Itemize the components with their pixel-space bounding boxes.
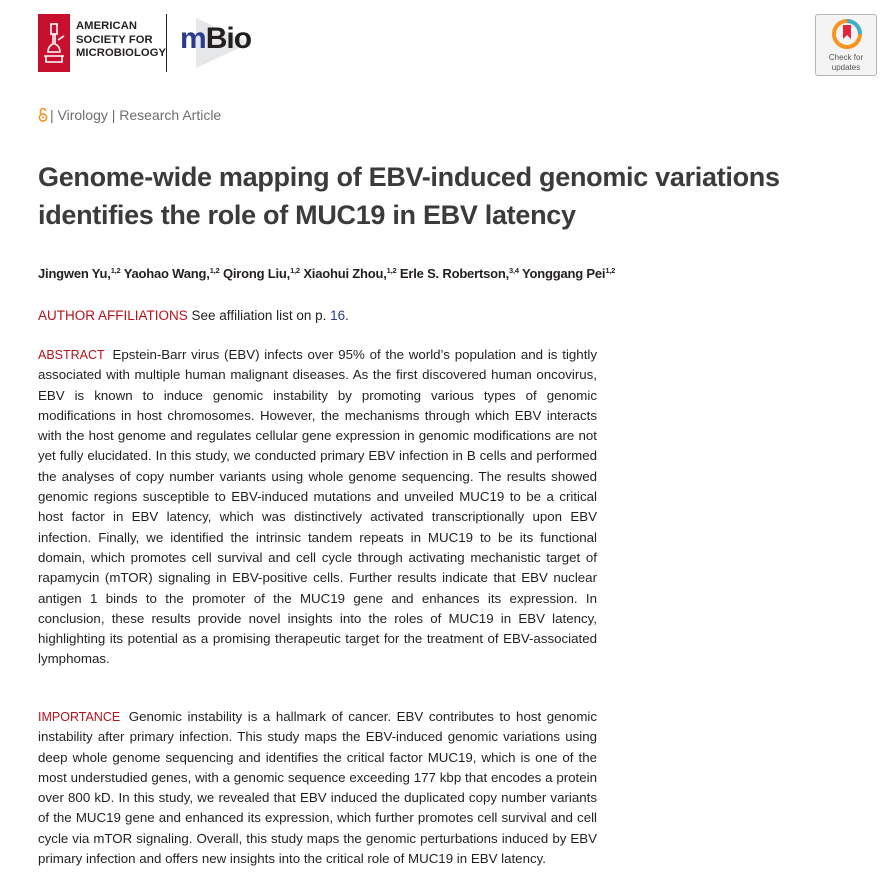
category-separator: |: [50, 107, 54, 123]
article-title: Genome-wide mapping of EBV-induced genomic variations identifies the role of MUC19 in EBV latency: [38, 162, 780, 230]
journal-header: [38, 14, 878, 72]
importance-text: Genomic instability is a hallmark of cancer. EBV contributes to host genomic instability after primary infection. This study maps the EBV-induced genomic variations using deep whole genome sequencing and identifies the critical factor MUC19, which is one of the most understudied genes, with a genomic sequence exceeding 177 kbp that encodes a protein over 800 kD. In this study, we revealed that EBV induced the duplicated copy number variants of the MUC19 gene and enhanced its expression, which further promotes cell survival and cell cycle via mTOR signaling. Overall, this study maps the genomic perturbations induced by EBV primary infection and offers new insights into the critical role of MUC19 in EBV latency.: [38, 709, 597, 867]
article-type: Research Article: [119, 107, 222, 123]
author[interactable]: Yonggang Pei$^{1,2}$: [522, 266, 616, 281]
asm-logo-icon[interactable]: [38, 14, 70, 72]
abstract-label: ABSTRACT: [38, 348, 105, 362]
mbio-m: m: [180, 22, 206, 55]
mbio-bio: Bio: [205, 22, 252, 55]
affiliations-label: AUTHOR AFFILIATIONS: [38, 308, 188, 323]
author[interactable]: Jingwen Yu,$^{1,2}$: [38, 266, 121, 281]
check-for-updates-label: Check for updates: [828, 53, 864, 72]
affiliations-text: See affiliation list on p.: [191, 308, 327, 323]
abstract-section: [38, 345, 597, 670]
author-affiliations: AUTHOR AFFILIATIONS See affiliation list on p. 16.: [38, 308, 349, 323]
importance-label: IMPORTANCE: [38, 710, 121, 724]
article-category: [38, 106, 221, 124]
author[interactable]: Erle S. Robertson,$^{3,4}$: [399, 266, 519, 281]
importance-section: [38, 707, 597, 869]
abstract-text: Epstein-Barr virus (EBV) infects over 95% of the world’s population and is tightly associated with multiple human malignant diseases. As the first discovered human oncovirus, EBV is known to induce genomic instability by promoting various types of genomic modifications in host chromosomes. However, the mechanisms through which EBV interacts with the host genome and regulates cellular gene expression in genomic modifications are not yet fully elucidated. In this study, we conducted primary EBV infection in B cells and performed the analyses of copy number variants using whole genome sequencing. The results showed genomic regions susceptible to EBV-induced mutations and unveiled MUC19 to be a critical host factor in EBV latency, which was distinctively activated transcriptionally upon EBV infection. Finally, we identified the intrinsic tandem repeats in MUC19 to be its functional domain, which promotes cell survival and cell cycle through activating mechanistic target of rapamycin (mTOR) signaling in EBV-positive cells. Further results indicate that EBV nuclear antigen 1 binds to the promoter of the MUC19 gene and enhances its expression. In conclusion, these results provide novel insights into the roles of MUC19 in EBV latency, highlighting its potential as a promising therapeutic target for the treatment of EBV-associated lymphomas.: [38, 347, 597, 667]
category-separator: |: [111, 107, 116, 123]
logo-divider: [166, 14, 167, 72]
crossmark-icon: [832, 19, 862, 51]
author-list: [38, 265, 818, 283]
mbio-logo[interactable]: [178, 16, 268, 70]
affiliations-page-link[interactable]: 16: [330, 308, 346, 323]
author[interactable]: Qirong Liu,$^{1,2}$: [222, 266, 300, 281]
author[interactable]: Xiaohui Zhou,$^{1,2}$: [303, 266, 397, 281]
author[interactable]: Yaohao Wang,$^{1,2}$: [123, 266, 220, 281]
open-access-icon: [38, 107, 48, 122]
publisher-name: AMERICAN SOCIETY FOR MICROBIOLOGY: [76, 20, 167, 60]
category-subject[interactable]: Virology: [57, 107, 108, 123]
check-for-updates-button[interactable]: [815, 14, 877, 76]
